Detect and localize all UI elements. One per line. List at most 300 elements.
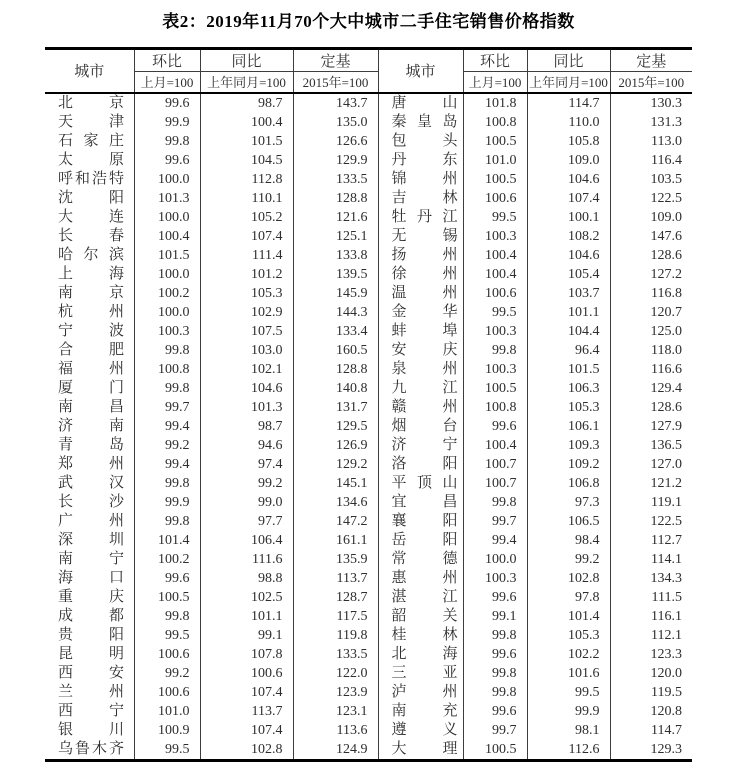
yoy-value-cell: 107.4 xyxy=(527,189,610,208)
yoy-value-cell: 102.8 xyxy=(527,569,610,588)
city-name: 贵阳 xyxy=(58,626,124,643)
yoy-value-cell: 102.9 xyxy=(200,303,293,322)
table-row xyxy=(45,740,692,761)
yoy-value-cell: 101.2 xyxy=(200,265,293,284)
city-name: 遵义 xyxy=(391,721,458,738)
header-mom-base-left: 上月=100 xyxy=(134,72,200,93)
city-name: 丹东 xyxy=(391,151,458,168)
city-name: 烟台 xyxy=(391,417,458,434)
header-mom-base-right: 上月=100 xyxy=(463,72,527,93)
mom-value-cell: 100.6 xyxy=(463,189,527,208)
city-name: 蚌埠 xyxy=(391,322,458,339)
mom-value-cell: 100.5 xyxy=(463,132,527,151)
mom-value-cell: 99.8 xyxy=(134,379,200,398)
mom-value-cell: 99.6 xyxy=(463,588,527,607)
mom-value-cell: 100.2 xyxy=(134,284,200,303)
mom-value-cell: 101.4 xyxy=(134,531,200,550)
fixed-base-value-cell: 122.5 xyxy=(650,513,682,529)
yoy-value-cell: 100.1 xyxy=(527,208,610,227)
city-name: 沈阳 xyxy=(58,189,124,206)
city-cell xyxy=(45,512,134,531)
fixed-base-value-cell: 144.3 xyxy=(293,303,378,322)
fixed-base-value-cell: 134.3 xyxy=(650,570,682,586)
yoy-value-cell: 109.3 xyxy=(527,436,610,455)
city-cell xyxy=(45,626,134,645)
table-row xyxy=(45,151,692,170)
city-cell xyxy=(378,341,463,360)
city-name: 北京 xyxy=(58,94,124,111)
header-fixedbase-left: 定基 xyxy=(293,49,378,72)
mom-value-cell: 99.9 xyxy=(134,493,200,512)
mom-value-cell: 101.5 xyxy=(134,246,200,265)
yoy-value-cell: 109.2 xyxy=(527,455,610,474)
city-cell xyxy=(378,607,463,626)
table-row xyxy=(45,93,692,113)
city-cell xyxy=(45,189,134,208)
fixed-base-value-cell: 145.1 xyxy=(293,474,378,493)
fixed-base-value-cell: 112.7 xyxy=(651,532,682,548)
yoy-value-cell: 96.4 xyxy=(527,341,610,360)
table-row xyxy=(45,531,692,550)
table-row xyxy=(45,398,692,417)
mom-value-cell: 100.0 xyxy=(134,303,200,322)
city-cell xyxy=(378,455,463,474)
fixed-base-value-cell: 116.8 xyxy=(651,285,682,301)
city-cell xyxy=(45,170,134,189)
mom-value-cell: 100.4 xyxy=(463,246,527,265)
fixed-base-value-cell: 113.7 xyxy=(293,569,378,588)
fixed-base-value-cell: 147.6 xyxy=(650,228,682,244)
table-row xyxy=(45,664,692,683)
fixed-base-value-cell: 160.5 xyxy=(293,341,378,360)
city-name: 深圳 xyxy=(58,531,124,548)
city-cell xyxy=(45,151,134,170)
fixed-base-value-cell: 116.6 xyxy=(651,361,682,377)
city-name: 韶关 xyxy=(391,607,458,624)
city-name: 宜昌 xyxy=(391,493,458,510)
header-city-right: 城市 xyxy=(378,49,463,93)
city-cell xyxy=(378,664,463,683)
table-row xyxy=(45,170,692,189)
mom-value-cell: 99.6 xyxy=(134,569,200,588)
page-title: 表2：2019年11月70个大中城市二手住宅销售价格指数 xyxy=(162,12,575,31)
fixed-base-value-cell: 128.7 xyxy=(293,588,378,607)
mom-value-cell: 100.3 xyxy=(134,322,200,341)
yoy-value-cell: 105.3 xyxy=(527,626,610,645)
table-header xyxy=(45,49,692,93)
city-name: 青岛 xyxy=(58,436,124,453)
yoy-value-cell: 97.8 xyxy=(527,588,610,607)
yoy-value-cell: 102.8 xyxy=(200,740,293,761)
header-fixedbase-base-right: 2015年=100 xyxy=(618,75,685,91)
yoy-value-cell: 101.3 xyxy=(200,398,293,417)
yoy-value-cell: 99.1 xyxy=(200,626,293,645)
mom-value-cell: 99.1 xyxy=(463,607,527,626)
table-row xyxy=(45,265,692,284)
yoy-value-cell: 103.7 xyxy=(527,284,610,303)
table-row xyxy=(45,246,692,265)
yoy-value-cell: 111.6 xyxy=(200,550,293,569)
table-row xyxy=(45,341,692,360)
city-name: 昆明 xyxy=(58,645,124,662)
fixed-base-value-cell: 136.5 xyxy=(650,437,682,453)
header-yoy-base-right: 上年同月=100 xyxy=(527,72,610,93)
mom-value-cell: 100.6 xyxy=(134,683,200,702)
fixed-base-value-cell: 125.0 xyxy=(650,323,682,339)
city-cell xyxy=(45,227,134,246)
city-cell xyxy=(378,360,463,379)
city-cell xyxy=(378,512,463,531)
fixed-base-value-cell: 125.1 xyxy=(293,227,378,246)
table-row xyxy=(45,702,692,721)
city-cell xyxy=(45,550,134,569)
city-cell xyxy=(45,265,134,284)
city-cell xyxy=(378,113,463,132)
fixed-base-value-cell: 127.9 xyxy=(650,418,682,434)
yoy-value-cell: 101.1 xyxy=(527,303,610,322)
mom-value-cell: 99.8 xyxy=(134,132,200,151)
city-name: 牡丹江 xyxy=(391,208,458,225)
city-cell xyxy=(378,645,463,664)
city-cell xyxy=(378,189,463,208)
city-name: 兰州 xyxy=(58,683,124,700)
city-cell xyxy=(378,93,463,113)
city-cell xyxy=(378,132,463,151)
mom-value-cell: 100.5 xyxy=(463,170,527,189)
table-row xyxy=(45,512,692,531)
fixed-base-value-cell: 114.1 xyxy=(651,551,682,567)
city-cell xyxy=(378,531,463,550)
fixed-base-value-cell: 133.8 xyxy=(293,246,378,265)
fixed-base-value-cell: 130.3 xyxy=(650,95,682,111)
fixed-base-value-cell: 123.9 xyxy=(293,683,378,702)
city-name: 秦皇岛 xyxy=(391,113,458,130)
yoy-value-cell: 98.4 xyxy=(527,531,610,550)
fixed-base-value-cell: 135.9 xyxy=(293,550,378,569)
fixed-base-value-cell: 147.2 xyxy=(293,512,378,531)
yoy-value-cell: 99.2 xyxy=(200,474,293,493)
city-name: 大理 xyxy=(391,740,458,757)
mom-value-cell: 99.6 xyxy=(134,151,200,170)
city-cell xyxy=(378,493,463,512)
table-row xyxy=(45,227,692,246)
city-name: 呼和浩特 xyxy=(58,170,124,187)
fixed-base-value-cell: 119.8 xyxy=(293,626,378,645)
table-row xyxy=(45,493,692,512)
table-row xyxy=(45,645,692,664)
city-name: 石家庄 xyxy=(58,132,124,149)
city-name: 三亚 xyxy=(391,664,458,681)
fixed-base-value-cell: 129.3 xyxy=(650,741,682,757)
mom-value-cell: 99.8 xyxy=(463,664,527,683)
city-name: 平顶山 xyxy=(391,474,458,491)
city-cell xyxy=(378,417,463,436)
city-cell xyxy=(45,322,134,341)
fixed-base-value-cell: 129.9 xyxy=(293,151,378,170)
city-name: 厦门 xyxy=(58,379,124,396)
yoy-value-cell: 107.4 xyxy=(200,227,293,246)
city-cell xyxy=(45,683,134,702)
table-row xyxy=(45,569,692,588)
header-mom-right: 环比 xyxy=(463,49,527,72)
fixed-base-value-cell: 116.1 xyxy=(651,608,682,624)
fixed-base-value-cell: 124.9 xyxy=(293,740,378,761)
fixed-base-value-cell: 114.7 xyxy=(651,722,682,738)
yoy-value-cell: 109.0 xyxy=(527,151,610,170)
mom-value-cell: 100.6 xyxy=(134,645,200,664)
fixed-base-value-cell: 120.8 xyxy=(650,703,682,719)
city-cell xyxy=(45,303,134,322)
city-cell xyxy=(45,360,134,379)
yoy-value-cell: 99.0 xyxy=(200,493,293,512)
yoy-value-cell: 106.4 xyxy=(200,531,293,550)
fixed-base-value-cell: 122.5 xyxy=(650,190,682,206)
fixed-base-value-cell: 111.5 xyxy=(651,589,682,605)
city-name: 西宁 xyxy=(58,702,124,719)
city-cell xyxy=(378,208,463,227)
yoy-value-cell: 99.2 xyxy=(527,550,610,569)
city-name: 重庆 xyxy=(58,588,124,605)
city-cell xyxy=(378,379,463,398)
city-name: 南昌 xyxy=(58,398,124,415)
yoy-value-cell: 105.3 xyxy=(527,398,610,417)
mom-value-cell: 99.8 xyxy=(463,493,527,512)
yoy-value-cell: 101.4 xyxy=(527,607,610,626)
fixed-base-value-cell: 143.7 xyxy=(293,93,378,113)
fixed-base-value-cell: 123.3 xyxy=(650,646,682,662)
yoy-value-cell: 110.0 xyxy=(527,113,610,132)
city-cell xyxy=(45,721,134,740)
fixed-base-value-cell: 128.6 xyxy=(650,399,682,415)
fixed-base-value-cell: 120.7 xyxy=(650,304,682,320)
yoy-value-cell: 103.0 xyxy=(200,341,293,360)
city-name: 合肥 xyxy=(58,341,124,358)
mom-value-cell: 99.8 xyxy=(463,626,527,645)
mom-value-cell: 99.7 xyxy=(463,512,527,531)
city-name: 湛江 xyxy=(391,588,458,605)
mom-value-cell: 100.5 xyxy=(463,740,527,761)
yoy-value-cell: 104.6 xyxy=(527,170,610,189)
mom-value-cell: 100.5 xyxy=(134,588,200,607)
city-name: 福州 xyxy=(58,360,124,377)
yoy-value-cell: 101.5 xyxy=(527,360,610,379)
header-fixedbase-right: 定基 xyxy=(610,49,692,72)
table-row xyxy=(45,588,692,607)
yoy-value-cell: 99.9 xyxy=(527,702,610,721)
city-cell xyxy=(45,113,134,132)
fixed-base-value-cell: 129.5 xyxy=(293,417,378,436)
yoy-value-cell: 98.8 xyxy=(200,569,293,588)
city-name: 温州 xyxy=(391,284,458,301)
mom-value-cell: 99.6 xyxy=(134,93,200,113)
city-name: 武汉 xyxy=(58,474,124,491)
fixed-base-value-cell: 133.5 xyxy=(293,645,378,664)
fixed-base-value-cell: 128.8 xyxy=(293,360,378,379)
city-cell xyxy=(45,132,134,151)
yoy-value-cell: 97.3 xyxy=(527,493,610,512)
price-index-table xyxy=(45,47,692,762)
city-name: 南宁 xyxy=(58,550,124,567)
city-cell xyxy=(45,588,134,607)
city-cell xyxy=(45,664,134,683)
table-row xyxy=(45,303,692,322)
fixed-base-value-cell: 128.8 xyxy=(293,189,378,208)
city-name: 长春 xyxy=(58,227,124,244)
yoy-value-cell: 107.4 xyxy=(200,683,293,702)
mom-value-cell: 99.4 xyxy=(134,455,200,474)
yoy-value-cell: 101.6 xyxy=(527,664,610,683)
fixed-base-value-cell: 139.5 xyxy=(293,265,378,284)
fixed-base-value-cell: 131.7 xyxy=(293,398,378,417)
city-cell xyxy=(378,588,463,607)
table-row xyxy=(45,132,692,151)
mom-value-cell: 100.7 xyxy=(463,474,527,493)
city-cell xyxy=(45,702,134,721)
city-cell xyxy=(378,246,463,265)
city-name: 金华 xyxy=(391,303,458,320)
yoy-value-cell: 101.1 xyxy=(200,607,293,626)
yoy-value-cell: 107.4 xyxy=(200,721,293,740)
mom-value-cell: 99.8 xyxy=(463,341,527,360)
city-name: 长沙 xyxy=(58,493,124,510)
mom-value-cell: 99.5 xyxy=(134,740,200,761)
city-name: 岳阳 xyxy=(391,531,458,548)
city-cell xyxy=(45,284,134,303)
mom-value-cell: 100.4 xyxy=(463,265,527,284)
table-row xyxy=(45,550,692,569)
mom-value-cell: 100.4 xyxy=(134,227,200,246)
city-name: 哈尔滨 xyxy=(58,246,124,263)
yoy-value-cell: 113.7 xyxy=(200,702,293,721)
fixed-base-value-cell: 121.2 xyxy=(650,475,682,491)
city-name: 天津 xyxy=(58,113,124,130)
city-cell xyxy=(378,626,463,645)
city-cell xyxy=(378,398,463,417)
table-row xyxy=(45,607,692,626)
mom-value-cell: 99.8 xyxy=(134,512,200,531)
mom-value-cell: 99.5 xyxy=(463,303,527,322)
mom-value-cell: 99.8 xyxy=(134,607,200,626)
yoy-value-cell: 101.5 xyxy=(200,132,293,151)
yoy-value-cell: 110.1 xyxy=(200,189,293,208)
city-cell xyxy=(378,702,463,721)
fixed-base-value-cell: 145.9 xyxy=(293,284,378,303)
fixed-base-value-cell: 133.4 xyxy=(293,322,378,341)
city-cell xyxy=(378,740,463,761)
yoy-value-cell: 97.7 xyxy=(200,512,293,531)
table-row xyxy=(45,189,692,208)
fixed-base-value-cell: 128.6 xyxy=(650,247,682,263)
city-cell xyxy=(45,398,134,417)
table-body xyxy=(45,93,692,761)
city-cell xyxy=(45,379,134,398)
city-name: 济南 xyxy=(58,417,124,434)
mom-value-cell: 99.6 xyxy=(463,417,527,436)
fixed-base-value-cell: 122.0 xyxy=(293,664,378,683)
yoy-value-cell: 100.4 xyxy=(200,113,293,132)
mom-value-cell: 99.4 xyxy=(134,417,200,436)
city-cell xyxy=(378,303,463,322)
city-cell xyxy=(45,645,134,664)
fixed-base-value-cell: 109.0 xyxy=(650,209,682,225)
city-cell xyxy=(378,170,463,189)
city-cell xyxy=(45,740,134,761)
city-name: 包头 xyxy=(391,132,458,149)
yoy-value-cell: 107.5 xyxy=(200,322,293,341)
city-name: 杭州 xyxy=(58,303,124,320)
city-cell xyxy=(45,417,134,436)
table-row xyxy=(45,417,692,436)
city-name: 泸州 xyxy=(391,683,458,700)
table-row xyxy=(45,322,692,341)
city-name: 乌鲁木齐 xyxy=(58,740,124,757)
yoy-value-cell: 98.7 xyxy=(200,417,293,436)
fixed-base-value-cell: 126.9 xyxy=(293,436,378,455)
yoy-value-cell: 100.6 xyxy=(200,664,293,683)
fixed-base-value-cell: 129.2 xyxy=(293,455,378,474)
city-cell xyxy=(378,151,463,170)
fixed-base-value-cell: 129.4 xyxy=(650,380,682,396)
fixed-base-value-cell: 123.1 xyxy=(293,702,378,721)
city-cell xyxy=(378,284,463,303)
city-cell xyxy=(45,607,134,626)
city-name: 吉林 xyxy=(391,189,458,206)
city-name: 太原 xyxy=(58,151,124,168)
mom-value-cell: 100.7 xyxy=(463,455,527,474)
city-cell xyxy=(45,455,134,474)
city-name: 济宁 xyxy=(391,436,458,453)
fixed-base-value-cell: 131.3 xyxy=(650,114,682,130)
mom-value-cell: 99.8 xyxy=(134,474,200,493)
table-row xyxy=(45,360,692,379)
fixed-base-value-cell: 140.8 xyxy=(293,379,378,398)
yoy-value-cell: 112.6 xyxy=(527,740,610,761)
yoy-value-cell: 104.6 xyxy=(200,379,293,398)
mom-value-cell: 99.2 xyxy=(134,664,200,683)
city-name: 徐州 xyxy=(391,265,458,282)
table-row xyxy=(45,436,692,455)
city-cell xyxy=(378,569,463,588)
mom-value-cell: 100.8 xyxy=(134,360,200,379)
city-name: 锦州 xyxy=(391,170,458,187)
city-name: 广州 xyxy=(58,512,124,529)
mom-value-cell: 100.9 xyxy=(134,721,200,740)
city-name: 赣州 xyxy=(391,398,458,415)
city-name: 成都 xyxy=(58,607,124,624)
table-row xyxy=(45,208,692,227)
city-name: 南充 xyxy=(391,702,458,719)
fixed-base-value-cell: 119.5 xyxy=(651,684,682,700)
fixed-base-value-cell: 161.1 xyxy=(293,531,378,550)
mom-value-cell: 100.3 xyxy=(463,569,527,588)
mom-value-cell: 101.3 xyxy=(134,189,200,208)
city-cell xyxy=(45,569,134,588)
fixed-base-value-cell: 117.5 xyxy=(293,607,378,626)
mom-value-cell: 99.2 xyxy=(134,436,200,455)
mom-value-cell: 100.4 xyxy=(463,436,527,455)
yoy-value-cell: 98.7 xyxy=(200,93,293,113)
fixed-base-value-cell: 127.2 xyxy=(650,266,682,282)
city-name: 九江 xyxy=(391,379,458,396)
mom-value-cell: 100.3 xyxy=(463,322,527,341)
table-row xyxy=(45,474,692,493)
yoy-value-cell: 107.8 xyxy=(200,645,293,664)
city-name: 南京 xyxy=(58,284,124,301)
city-cell xyxy=(378,683,463,702)
yoy-value-cell: 108.2 xyxy=(527,227,610,246)
city-name: 泉州 xyxy=(391,360,458,377)
city-cell xyxy=(45,493,134,512)
